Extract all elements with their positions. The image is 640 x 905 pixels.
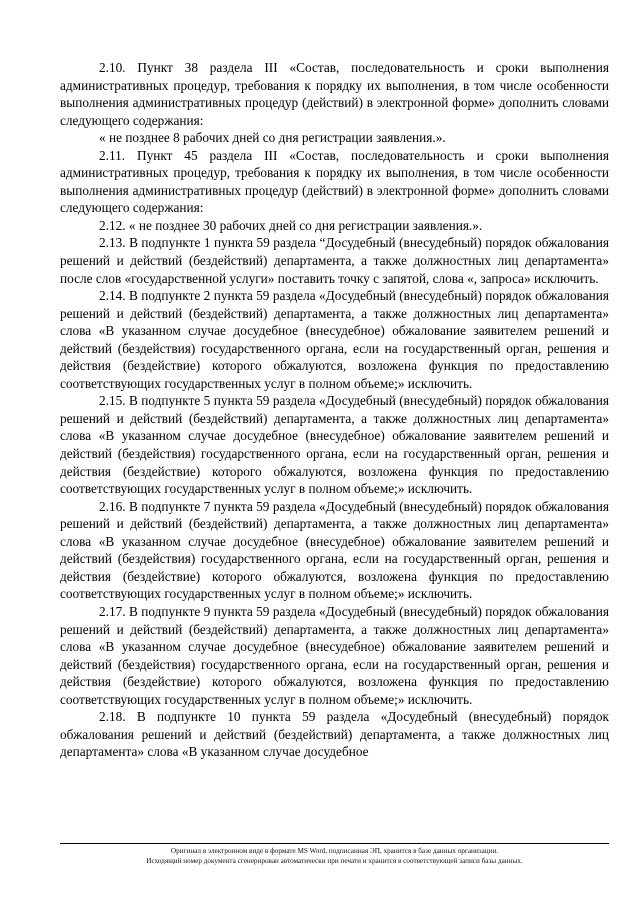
paragraph-2-16: 2.16. В подпункте 7 пункта 59 раздела «Досудебный (внесудебный) порядок обжалования решений и действий (бездействий) департамента, а также должностных лиц департамента» слова «В указанном случае досудебное (внесудебное) обжалование заявителем решений и действий (бездействия) государственного органа, если на государственный орган, решения и действия (бездействие) которого обжалуются, возложена функция по предоставлению соответствующих государственных услуг в полном объеме;» исключить. [60, 498, 609, 602]
paragraph-2-18: 2.18. В подпункте 10 пункта 59 раздела «Досудебный (внесудебный) порядок обжалования решений и действий (бездействий) департамента, а также должностных лиц департамента» слова «В указанном случае досудебное [60, 709, 609, 760]
paragraph-2-14: 2.14. В подпункте 2 пункта 59 раздела «Досудебный (внесудебный) порядок обжалования решений и действий (бездействий) департамента, а также должностных лиц департамента» слова «В указанном случае досудебное (внесудебное) обжалование заявителем решений и действий (бездействия) государственного органа, если на государственный орган, решения и действия (бездействие) которого обжалуются, возложена функция по предоставлению соответствующих государственных услуг в полном объеме;» исключить. [60, 288, 609, 391]
footer-note-number: Исходящий номер документа сгенерирован автоматически при печати и хранится в соответствующей записи базы данных. [146, 857, 523, 865]
paragraph-2-17: 2.17. В подпункте 9 пункта 59 раздела «Досудебный (внесудебный) порядок обжалования решений и действий (бездействий) департамента, а также должностных лиц департамента» слова «В указанном случае досудебное (внесудебное) обжалование заявителем решений и действий (бездействия) государственного органа, если на государственный орган, решения и действия (бездействие) которого обжалуются, возложена функция по предоставлению соответствующих государственных услуг в полном объеме;» исключить. [60, 603, 609, 707]
paragraph-2-13: 2.13. В подпункте 1 пункта 59 раздела “Досудебный (внесудебный) порядок обжалования решений и действий (бездействий) департамента, а также должностных лиц департамента» после слов «государственной услуги» поставить точку с запятой, слова «, запроса» исключить. [60, 235, 609, 286]
document-body [60, 59, 609, 761]
page-footer [60, 846, 609, 866]
footer-note-original: Оригинал в электронном виде в формате MS Word, подписанная ЭП, хранится в базе данных организации. [170, 847, 499, 855]
paragraph-2-11: 2.11. Пункт 45 раздела III «Состав, последовательность и сроки выполнения административных процедур, требования к порядку их выполнения, в том числе особенности выполнения административных процедур (действий) в электронной форме» дополнить словами следующего содержания: [60, 147, 609, 216]
paragraph-2-15: 2.15. В подпункте 5 пункта 59 раздела «Досудебный (внесудебный) порядок обжалования решений и действий (бездействий) департамента, а также должностных лиц департамента» слова «В указанном случае досудебное (внесудебное) обжалование заявителем решений и действий (бездействия) государственного органа, если на государственный орган, решения и действия (бездействие) которого обжалуются, возложена функция по предоставлению соответствующих государственных услуг в полном объеме;» исключить. [60, 393, 609, 497]
paragraph-2-12: 2.12. « не позднее 30 рабочих дней со дня регистрации заявления.». [99, 217, 483, 233]
paragraph-2-10-text: « не позднее 8 рабочих дней со дня регистрации заявления.». [99, 130, 446, 146]
footer-divider [60, 843, 609, 844]
paragraph-2-10: 2.10. Пункт 38 раздела III «Состав, последовательность и сроки выполнения административных процедур, требования к порядку их выполнения, в том числе особенности выполнения административных процедур (действий) в электронной форме» дополнить словами следующего содержания: [60, 60, 609, 128]
